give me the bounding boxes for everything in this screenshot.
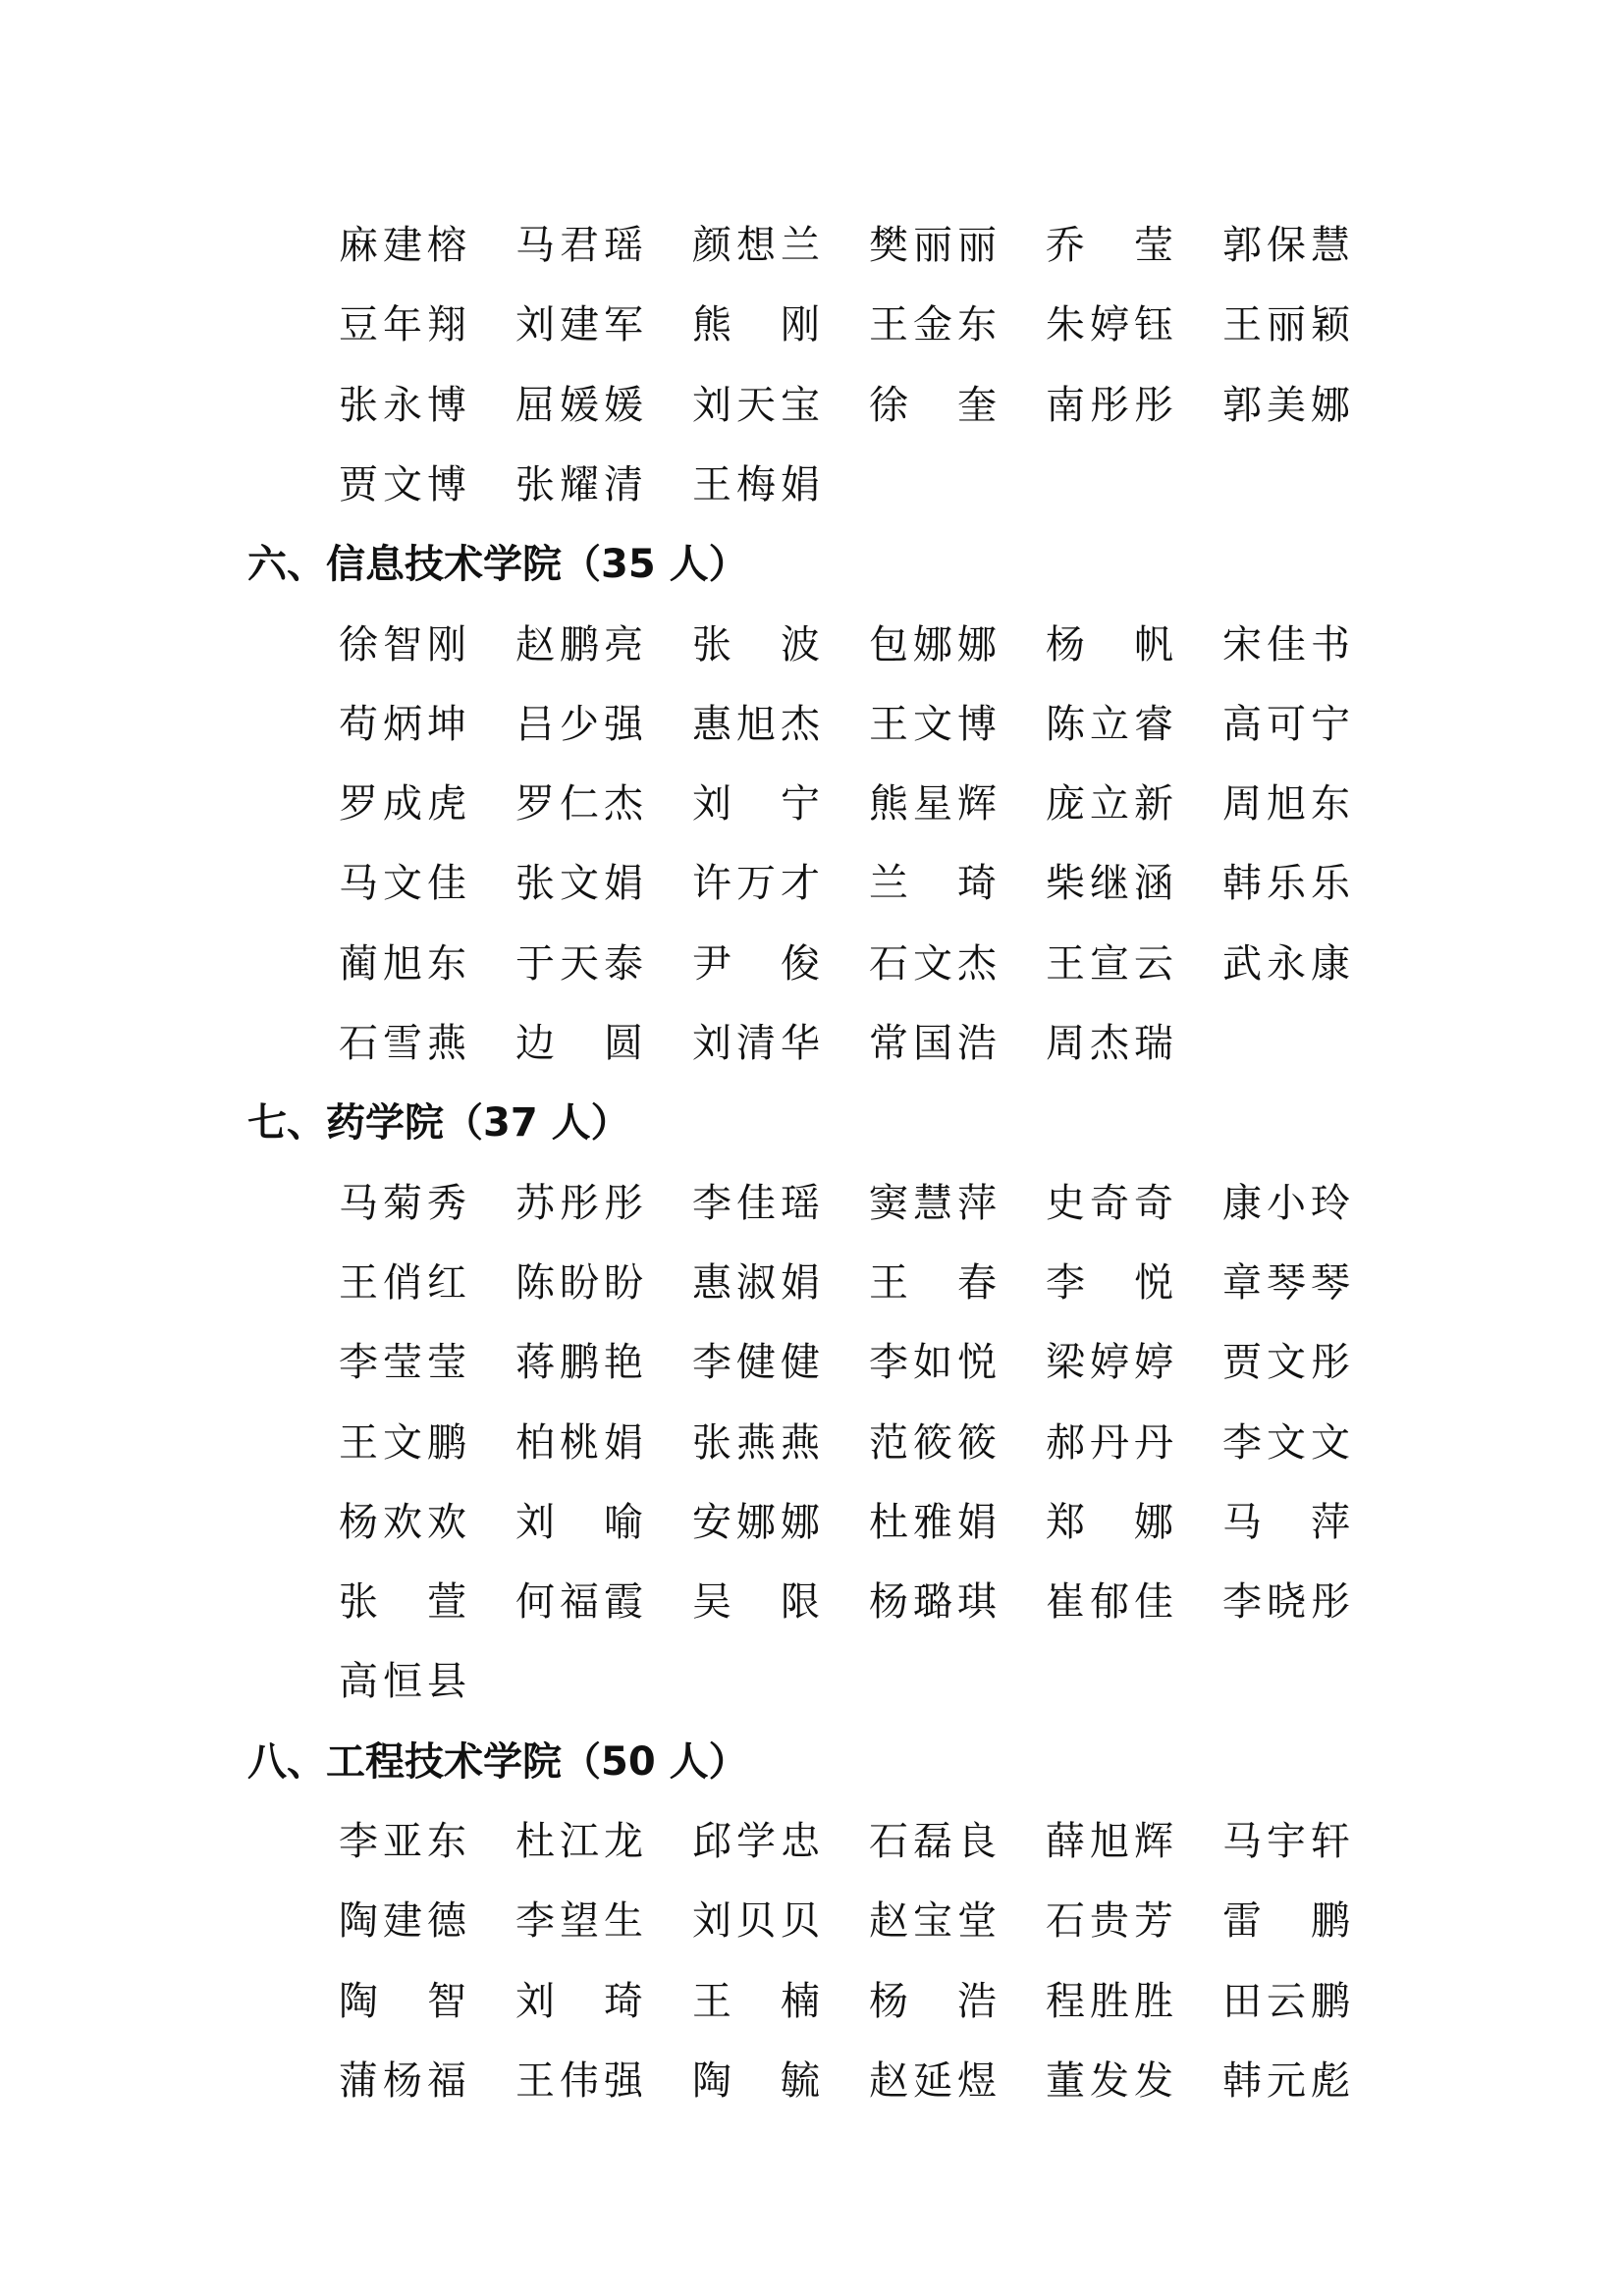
person-name: 苟 炳 坤 <box>339 701 466 747</box>
person-name: 贾 文 博 <box>339 461 466 507</box>
name-row <box>339 1323 1419 1403</box>
name-row <box>339 1802 1419 1882</box>
person-name: 周 杰 瑞 <box>1046 1021 1173 1066</box>
name-row <box>339 765 1419 844</box>
person-name: 陈 立 睿 <box>1046 701 1173 747</box>
person-name: 王 梅 娟 <box>692 461 820 507</box>
person-name: 李 亚 东 <box>339 1819 466 1864</box>
name-row <box>339 606 1419 685</box>
name-row <box>339 206 1419 286</box>
person-name: 董 发 发 <box>1046 2057 1173 2104</box>
person-name: 田 云 鹏 <box>1222 1978 1350 2024</box>
person-name: 李 佳 瑶 <box>692 1180 820 1226</box>
person-name: 赵 延 煜 <box>869 2057 997 2104</box>
person-name: 吕 少 强 <box>515 701 643 747</box>
person-name: 豆 年 翔 <box>339 302 466 348</box>
person-name: 杜 雅 娟 <box>869 1499 997 1545</box>
name-row <box>339 446 1419 525</box>
person-name: 王 伟 强 <box>515 2057 643 2104</box>
name-row <box>339 1563 1419 1642</box>
person-name: 罗 成 虎 <box>339 781 466 828</box>
person-name: 蒲 杨 福 <box>339 2057 466 2104</box>
person-name: 李 文 文 <box>1222 1419 1350 1466</box>
person-name: 贾 文 彤 <box>1222 1340 1350 1386</box>
name-row <box>339 1404 1419 1483</box>
person-name: 张 耀 清 <box>515 461 643 507</box>
person-name: 马 萍 <box>1222 1499 1350 1545</box>
person-name: 李 如 悦 <box>869 1340 997 1386</box>
name-row <box>339 1882 1419 1961</box>
person-name: 郑 娜 <box>1046 1499 1173 1545</box>
person-name: 于 天 泰 <box>515 940 643 987</box>
person-name: 蒋 鹏 艳 <box>515 1340 643 1386</box>
person-name: 刘 建 军 <box>515 302 643 348</box>
person-name: 刘 宁 <box>692 781 820 828</box>
person-name: 陈 盼 盼 <box>515 1259 643 1306</box>
person-name: 张 燕 燕 <box>692 1419 820 1466</box>
person-name: 武 永 康 <box>1222 940 1350 987</box>
person-name: 蔺 旭 东 <box>339 940 466 987</box>
person-name: 张 永 博 <box>339 382 466 428</box>
section-heading: 七、药学院（37 人） <box>247 1100 630 1147</box>
person-name: 朱 婷 钰 <box>1046 302 1173 348</box>
person-name: 南 彤 彤 <box>1046 382 1173 428</box>
person-name: 常 国 浩 <box>869 1021 997 1066</box>
name-row <box>339 286 1419 365</box>
person-name: 李 莹 莹 <box>339 1340 466 1386</box>
person-name: 熊 星 辉 <box>869 781 997 828</box>
person-name: 王 金 东 <box>869 302 997 348</box>
person-name: 王 楠 <box>692 1978 820 2024</box>
person-name: 乔 莹 <box>1046 223 1173 268</box>
person-name: 王 春 <box>869 1259 997 1306</box>
person-name: 高 可 宁 <box>1222 701 1350 747</box>
person-name: 徐 智 刚 <box>339 621 466 667</box>
person-name: 尹 俊 <box>692 940 820 987</box>
person-name: 李 健 健 <box>692 1340 820 1386</box>
name-row <box>339 1004 1419 1084</box>
person-name: 陶 建 德 <box>339 1898 466 1945</box>
person-name: 刘 喻 <box>515 1499 643 1545</box>
person-name: 程 胜 胜 <box>1046 1978 1173 2024</box>
person-name: 石 雪 燕 <box>339 1021 466 1066</box>
name-row <box>339 1244 1419 1323</box>
person-name: 韩 元 彪 <box>1222 2057 1350 2104</box>
name-row <box>339 1483 1419 1563</box>
person-name: 史 奇 奇 <box>1046 1180 1173 1226</box>
person-name: 马 菊 秀 <box>339 1180 466 1226</box>
name-row <box>339 1164 1419 1244</box>
person-name: 张 萱 <box>339 1579 466 1626</box>
person-name: 杨 璐 琪 <box>869 1579 997 1626</box>
person-name: 徐 奎 <box>869 382 997 428</box>
person-name: 范 筱 筱 <box>869 1419 997 1466</box>
person-name: 熊 刚 <box>692 302 820 348</box>
person-name: 麻 建 榕 <box>339 223 466 268</box>
person-name: 惠 旭 杰 <box>692 701 820 747</box>
person-name: 郭 美 娜 <box>1222 382 1350 428</box>
person-name: 窦 慧 萍 <box>869 1180 997 1226</box>
person-name: 梁 婷 婷 <box>1046 1340 1173 1386</box>
person-name: 韩 乐 乐 <box>1222 861 1350 907</box>
person-name: 王 俏 红 <box>339 1259 466 1306</box>
person-name: 杜 江 龙 <box>515 1819 643 1864</box>
person-name: 王 宣 云 <box>1046 940 1173 987</box>
person-name: 陶 智 <box>339 1978 466 2024</box>
person-name: 赵 鹏 亮 <box>515 621 643 667</box>
person-name: 惠 淑 娟 <box>692 1259 820 1306</box>
person-name: 石 磊 良 <box>869 1819 997 1864</box>
person-name: 石 文 杰 <box>869 940 997 987</box>
name-row <box>339 1962 1419 2042</box>
person-name: 颜 想 兰 <box>692 223 820 268</box>
person-name: 章 琴 琴 <box>1222 1259 1350 1306</box>
person-name: 王 文 鹏 <box>339 1419 466 1466</box>
person-name: 杨 欢 欢 <box>339 1499 466 1545</box>
person-name: 柴 继 涵 <box>1046 861 1173 907</box>
person-name: 柏 桃 娟 <box>515 1419 643 1466</box>
person-name: 高 恒 县 <box>339 1659 466 1705</box>
person-name: 李 悦 <box>1046 1259 1173 1306</box>
person-name: 张 波 <box>692 621 820 667</box>
person-name: 李 晓 彤 <box>1222 1579 1350 1626</box>
person-name: 刘 贝 贝 <box>692 1898 820 1945</box>
person-name: 周 旭 东 <box>1222 781 1350 828</box>
person-name: 邱 学 忠 <box>692 1819 820 1864</box>
person-name: 马 宇 轩 <box>1222 1819 1350 1864</box>
person-name: 王 丽 颖 <box>1222 302 1350 348</box>
person-name: 刘 清 华 <box>692 1021 820 1066</box>
name-row <box>339 1642 1419 1722</box>
person-name: 郭 保 慧 <box>1222 223 1350 268</box>
person-name: 兰 琦 <box>869 861 997 907</box>
person-name: 李 望 生 <box>515 1898 643 1945</box>
person-name: 边 圆 <box>515 1021 643 1066</box>
person-name: 屈 媛 媛 <box>515 382 643 428</box>
person-name: 薛 旭 辉 <box>1046 1819 1173 1864</box>
person-name: 雷 鹏 <box>1222 1898 1350 1945</box>
person-name: 许 万 才 <box>692 861 820 907</box>
person-name: 包 娜 娜 <box>869 621 997 667</box>
name-row <box>339 685 1419 765</box>
person-name: 安 娜 娜 <box>692 1499 820 1545</box>
person-name: 康 小 玲 <box>1222 1180 1350 1226</box>
person-name: 马 君 瑶 <box>515 223 643 268</box>
person-name: 陶 毓 <box>692 2057 820 2104</box>
name-row <box>339 925 1419 1004</box>
person-name: 庞 立 新 <box>1046 781 1173 828</box>
person-name: 樊 丽 丽 <box>869 223 997 268</box>
name-row <box>339 844 1419 924</box>
person-name: 何 福 霞 <box>515 1579 643 1626</box>
person-name: 刘 琦 <box>515 1978 643 2024</box>
person-name: 刘 天 宝 <box>692 382 820 428</box>
person-name: 王 文 博 <box>869 701 997 747</box>
section-heading: 八、工程技术学院（50 人） <box>247 1738 748 1785</box>
name-row <box>339 366 1419 446</box>
person-name: 吴 限 <box>692 1579 820 1626</box>
person-name: 崔 郁 佳 <box>1046 1579 1173 1626</box>
section-heading: 六、信息技术学院（35 人） <box>247 542 748 588</box>
person-name: 宋 佳 书 <box>1222 621 1350 667</box>
person-name: 苏 彤 彤 <box>515 1180 643 1226</box>
person-name: 罗 仁 杰 <box>515 781 643 828</box>
person-name: 杨 浩 <box>869 1978 997 2024</box>
person-name: 石 贵 芳 <box>1046 1898 1173 1945</box>
person-name: 赵 宝 堂 <box>869 1898 997 1945</box>
name-row <box>339 2042 1419 2121</box>
person-name: 郝 丹 丹 <box>1046 1419 1173 1466</box>
person-name: 杨 帆 <box>1046 621 1173 667</box>
person-name: 张 文 娟 <box>515 861 643 907</box>
person-name: 马 文 佳 <box>339 861 466 907</box>
